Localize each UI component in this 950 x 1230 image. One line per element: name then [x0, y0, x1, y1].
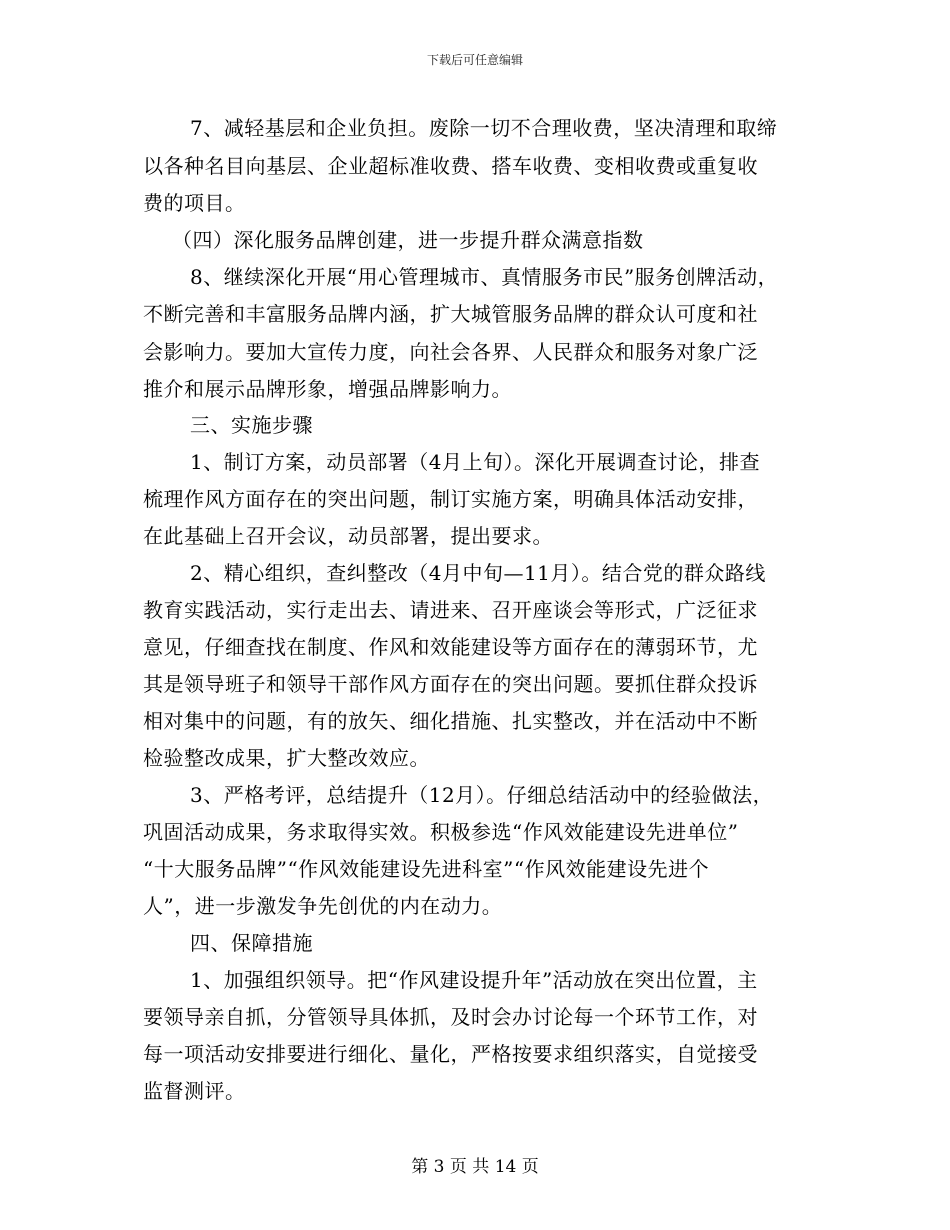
paragraph-line: 巩固活动成果，务求取得实效。积极参选“作风效能建设先进单位”: [143, 820, 739, 844]
paragraph-line: 意见，仔细查找在制度、作风和效能建设等方面存在的薄弱环节，尤: [143, 635, 758, 659]
paragraph-line: 1、制订方案，动员部署（4月上旬）。深化开展调查讨论，排查: [190, 450, 760, 474]
section-heading: 四、保障措施: [190, 931, 313, 955]
paragraph-line: 要领导亲自抓，分管领导具体抓，及时会办讨论每一个环节工作，对: [143, 1005, 758, 1029]
paragraph-line: 每一项活动安排要进行细化、量化，严格按要求组织落实，自觉接受: [143, 1042, 758, 1066]
paragraph-line: 会影响力。要加大宣传力度，向社会各界、人民群众和服务对象广泛: [143, 340, 758, 364]
section-heading: 三、实施步骤: [190, 413, 313, 437]
paragraph-line: 费的项目。: [143, 191, 246, 215]
paragraph-line: 不断完善和丰富服务品牌内涵，扩大城管服务品牌的群众认可度和社: [143, 302, 758, 326]
paragraph-line: 教育实践活动，实行走出去、请进来、召开座谈会等形式，广泛征求: [143, 598, 758, 622]
section-heading: （四）深化服务品牌创建，进一步提升群众满意指数: [172, 228, 644, 252]
paragraph-line: 推介和展示品牌形象，增强品牌影响力。: [143, 377, 512, 401]
paragraph-line: 相对集中的问题，有的放矢、细化措施、扎实整改，并在活动中不断: [143, 709, 758, 733]
paragraph-line: 8、继续深化开展“用心管理城市、真情服务市民”服务创牌活动，: [190, 265, 779, 289]
page-number: 第 3 页 共 14 页: [411, 1157, 539, 1177]
paragraph-line: 梳理作风方面存在的突出问题，制订实施方案，明确具体活动安排，: [143, 487, 758, 511]
paragraph-line: 以各种名目向基层、企业超标准收费、搭车收费、变相收费或重复收: [143, 154, 758, 178]
paragraph-line: 3、严格考评，总结提升（12月）。仔细总结活动中的经验做法，: [190, 783, 774, 807]
paragraph-line: 人”，进一步激发争先创优的内在动力。: [143, 894, 503, 918]
paragraph-line: 监督测评。: [143, 1079, 246, 1103]
paragraph-line: 7、减轻基层和企业负担。废除一切不合理收费，坚决清理和取缔: [190, 116, 778, 140]
paragraph-line: 2、精心组织，查纠整改（4月中旬—11月）。结合党的群众路线: [190, 561, 766, 585]
paragraph-line: 1、加强组织领导。把“作风建设提升年”活动放在突出位置，主: [190, 968, 758, 992]
paragraph-line: 检验整改成果，扩大整改效应。: [143, 746, 430, 770]
paragraph-line: 其是领导班子和领导干部作风方面存在的突出问题。要抓住群众投诉: [143, 672, 758, 696]
page-header: 下载后可任意编辑: [426, 53, 523, 67]
paragraph-line: 在此基础上召开会议，动员部署，提出要求。: [143, 524, 553, 548]
paragraph-line: “十大服务品牌”“作风效能建设先进科室”“作风效能建设先进个: [143, 857, 710, 881]
